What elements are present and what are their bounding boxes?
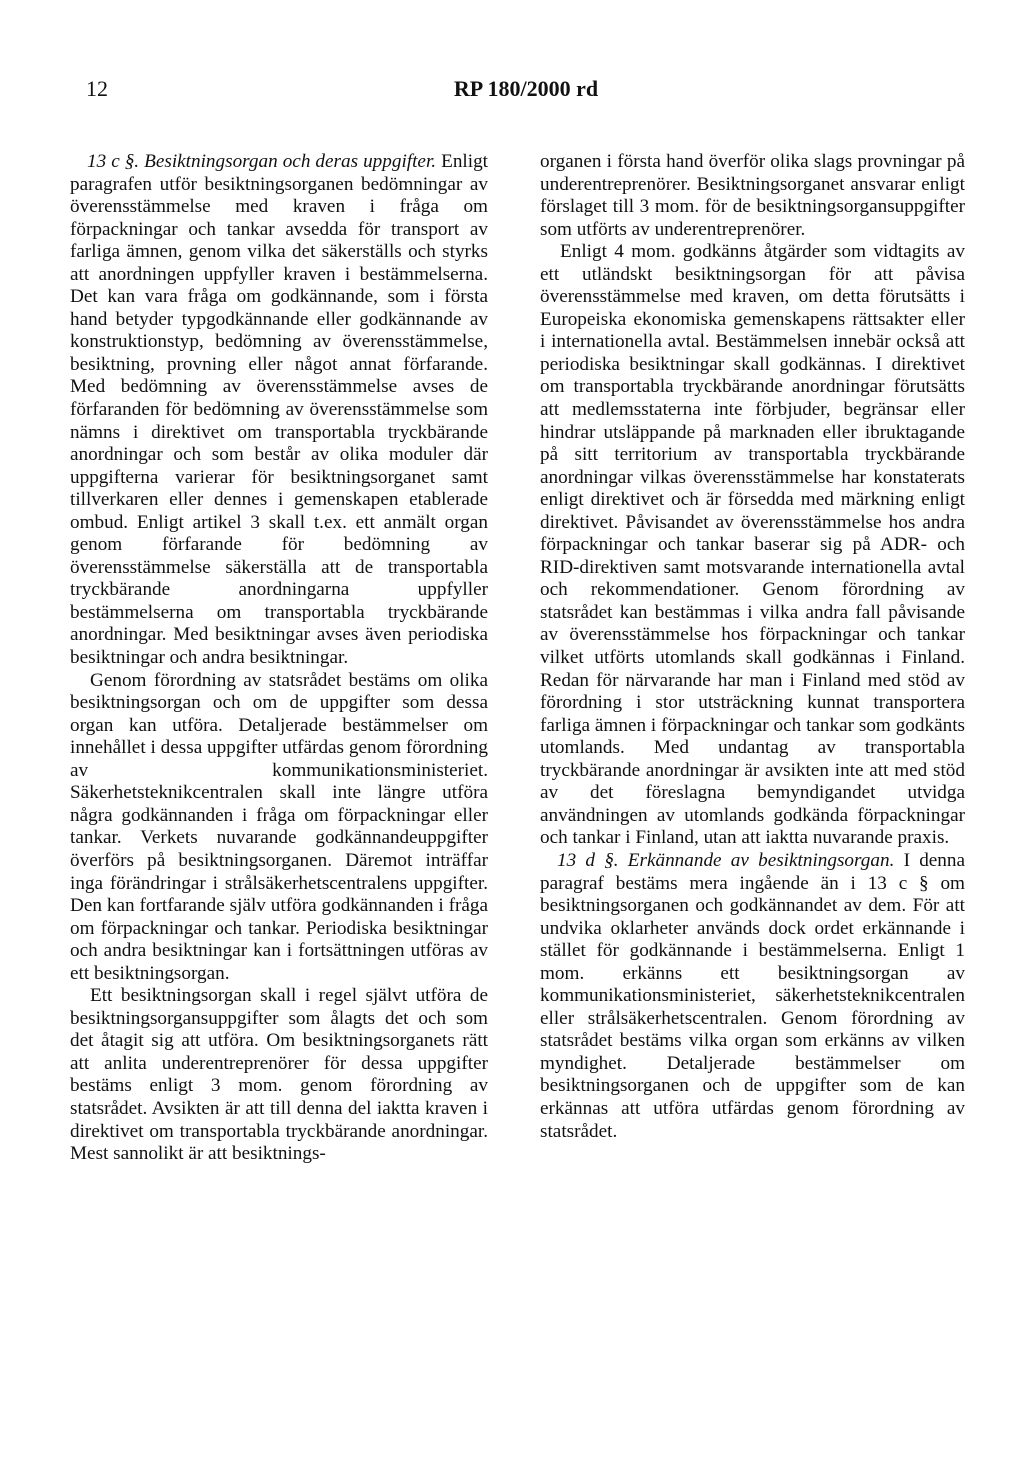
left-column (70, 151, 488, 1166)
section-13c-heading: 13 c §. Besiktningsorgan och deras uppgifter. (87, 151, 437, 172)
page-header (86, 76, 966, 106)
section-13c-paragraph (70, 151, 488, 670)
right-paragraph-continuation: organen i första hand överför olika slags provningar på underentreprenörer. Besiktningsorganet ansvarar enligt förslaget till 3 mom. för de besiktningsorgansuppgifter som utförts av underentreprenörer. (540, 151, 965, 240)
section-13d-body: I denna paragraf bestäms mera ingående än i 13 c § om besiktningsorganen och godkännandet av dem. För att undvika oklarheter används dock ordet erkännande i stället för godkännande i bestämmelserna. Enligt 1 mom. erkänns ett besiktningsorgan av kommunikationsministeriet, säkerhetsteknikcentralen eller strålsäkerhetscentralen. Genom förordning av statsrådet bestäms vilka organ som erkänns av vilken myndighet. Detaljerade bestämmelser om besiktningsorganen och de uppgifter som de kan erkännas att utföra utfärdas genom förordning av statsrådet. (540, 849, 966, 1142)
section-13d-paragraph (540, 850, 965, 1143)
left-paragraph-2: Genom förordning av statsrådet bestäms om olika besiktningsorgan och om de uppgifter som dessa organ kan utföra. Detaljerade bestämmelser om innehållet i dessa uppgifter utfärdas genom förordning av kommunikationsministeriet. Säkerhetsteknikcentralen skall inte längre utföra några godkännanden i fråga om förpackningar eller tankar. Verkets nuvarande godkännandeuppgifter överförs på besiktningsorganen. Däremot inträffar inga förändringar i strålsäkerhetscentralens uppgifter. Den kan fortfarande själv utföra godkännanden i fråga om förpackningar och tankar. Periodiska besiktningar och andra besiktningar kan i fortsättningen utföras av ett besiktningsorgan. (70, 669, 488, 984)
right-paragraph-2: Enligt 4 mom. godkänns åtgärder som vidtagits av ett utländskt besiktningsorgan för att påvisa överensstämmelse med kraven, om detta förutsätts i Europeiska ekonomiska gemenskapens rättsakter eller i internationella avtal. Bestämmelsen innebär också att periodiska besiktningar skall godkännas. I direktivet om transportabla tryckbärande anordningar förutsätts att medlemsstaterna inte förbjuder, begränsar eller hindrar utsläppande på marknaden eller ibruktagande på sitt territorium av transportabla tryckbärande anordningar vilkas överensstämmelse har konstaterats enligt direktivet och är försedda med märkning enligt direktivet. Påvisandet av överensstämmelse hos andra förpackningar och tankar baserar sig på ADR- och RID-direktiven samt motsvarande internationella avtal och rekommendationer. Genom förordning av statsrådet kan bestämmas i vilka andra fall påvisande av överensstämmelse hos förpackningar och tankar vilket utförts utomlands skall godkännas i Finland. Redan för närvarande har man i Finland med stöd av förordning i stor utsträckning kunnat transportera farliga ämnen i förpackningar och tankar som godkänts utomlands. Med undantag av transportabla tryckbärande anordningar är avsikten inte att med stöd av det föreslagna bemyndigandet utvidga användningen av utomlands godkända förpackningar och tankar i Finland, utan att iaktta nuvarande praxis. (540, 241, 965, 849)
document-id: RP 180/2000 rd (453, 76, 599, 101)
left-paragraph-3: Ett besiktningsorgan skall i regel självt utföra de besiktningsorgansuppgifter som ålagts det och som det åtagit sig att utföra. Om besiktningsorganets rätt att anlita underentreprenörer för dessa uppgifter bestäms enligt 3 mom. genom förordning av statsrådet. Avsikten är att till denna del iaktta kraven i direktivet om transportabla tryckbärande anordningar. Mest sannolikt är att besiktnings- (70, 985, 488, 1165)
page-number: 12 (86, 76, 108, 101)
right-column (540, 151, 965, 1143)
section-13d-heading: 13 d §. Erkännande av besiktningsorgan. (557, 849, 895, 871)
section-13c-body: Enligt paragrafen utför besiktningsorganen bedömningar av överensstämmelse med kraven i fråga om förpackningar och tankar avsedda för transport av farliga ämnen, genom vilka det säkerställs och styrks att anordningen uppfyller kraven i bestämmelserna. Det kan vara fråga om godkännande, som i första hand betyder typgodkännande eller godkännande av konstruktionstyp, bedömning av överensstämmelse, besiktning, provning eller något annat förfarande. Med bedömning av överensstämmelse avses de förfaranden för bedömning av överensstämmelse som nämns i direktivet om transportabla tryckbärande anordningar och som består av olika moduler där uppgifterna varierar för besiktningsorganet samt tillverkaren eller dennes i gemenskapen etablerade ombud. Enligt artikel 3 skall t.ex. ett anmält organ genom förfarande för bedömning av överensstämmelse säkerställa att de transportabla tryckbärande anordningarna uppfyller bestämmelserna om transportabla tryckbärande anordningar. Med besiktningar avses även periodiska besiktningar och andra besiktningar. (70, 151, 489, 669)
